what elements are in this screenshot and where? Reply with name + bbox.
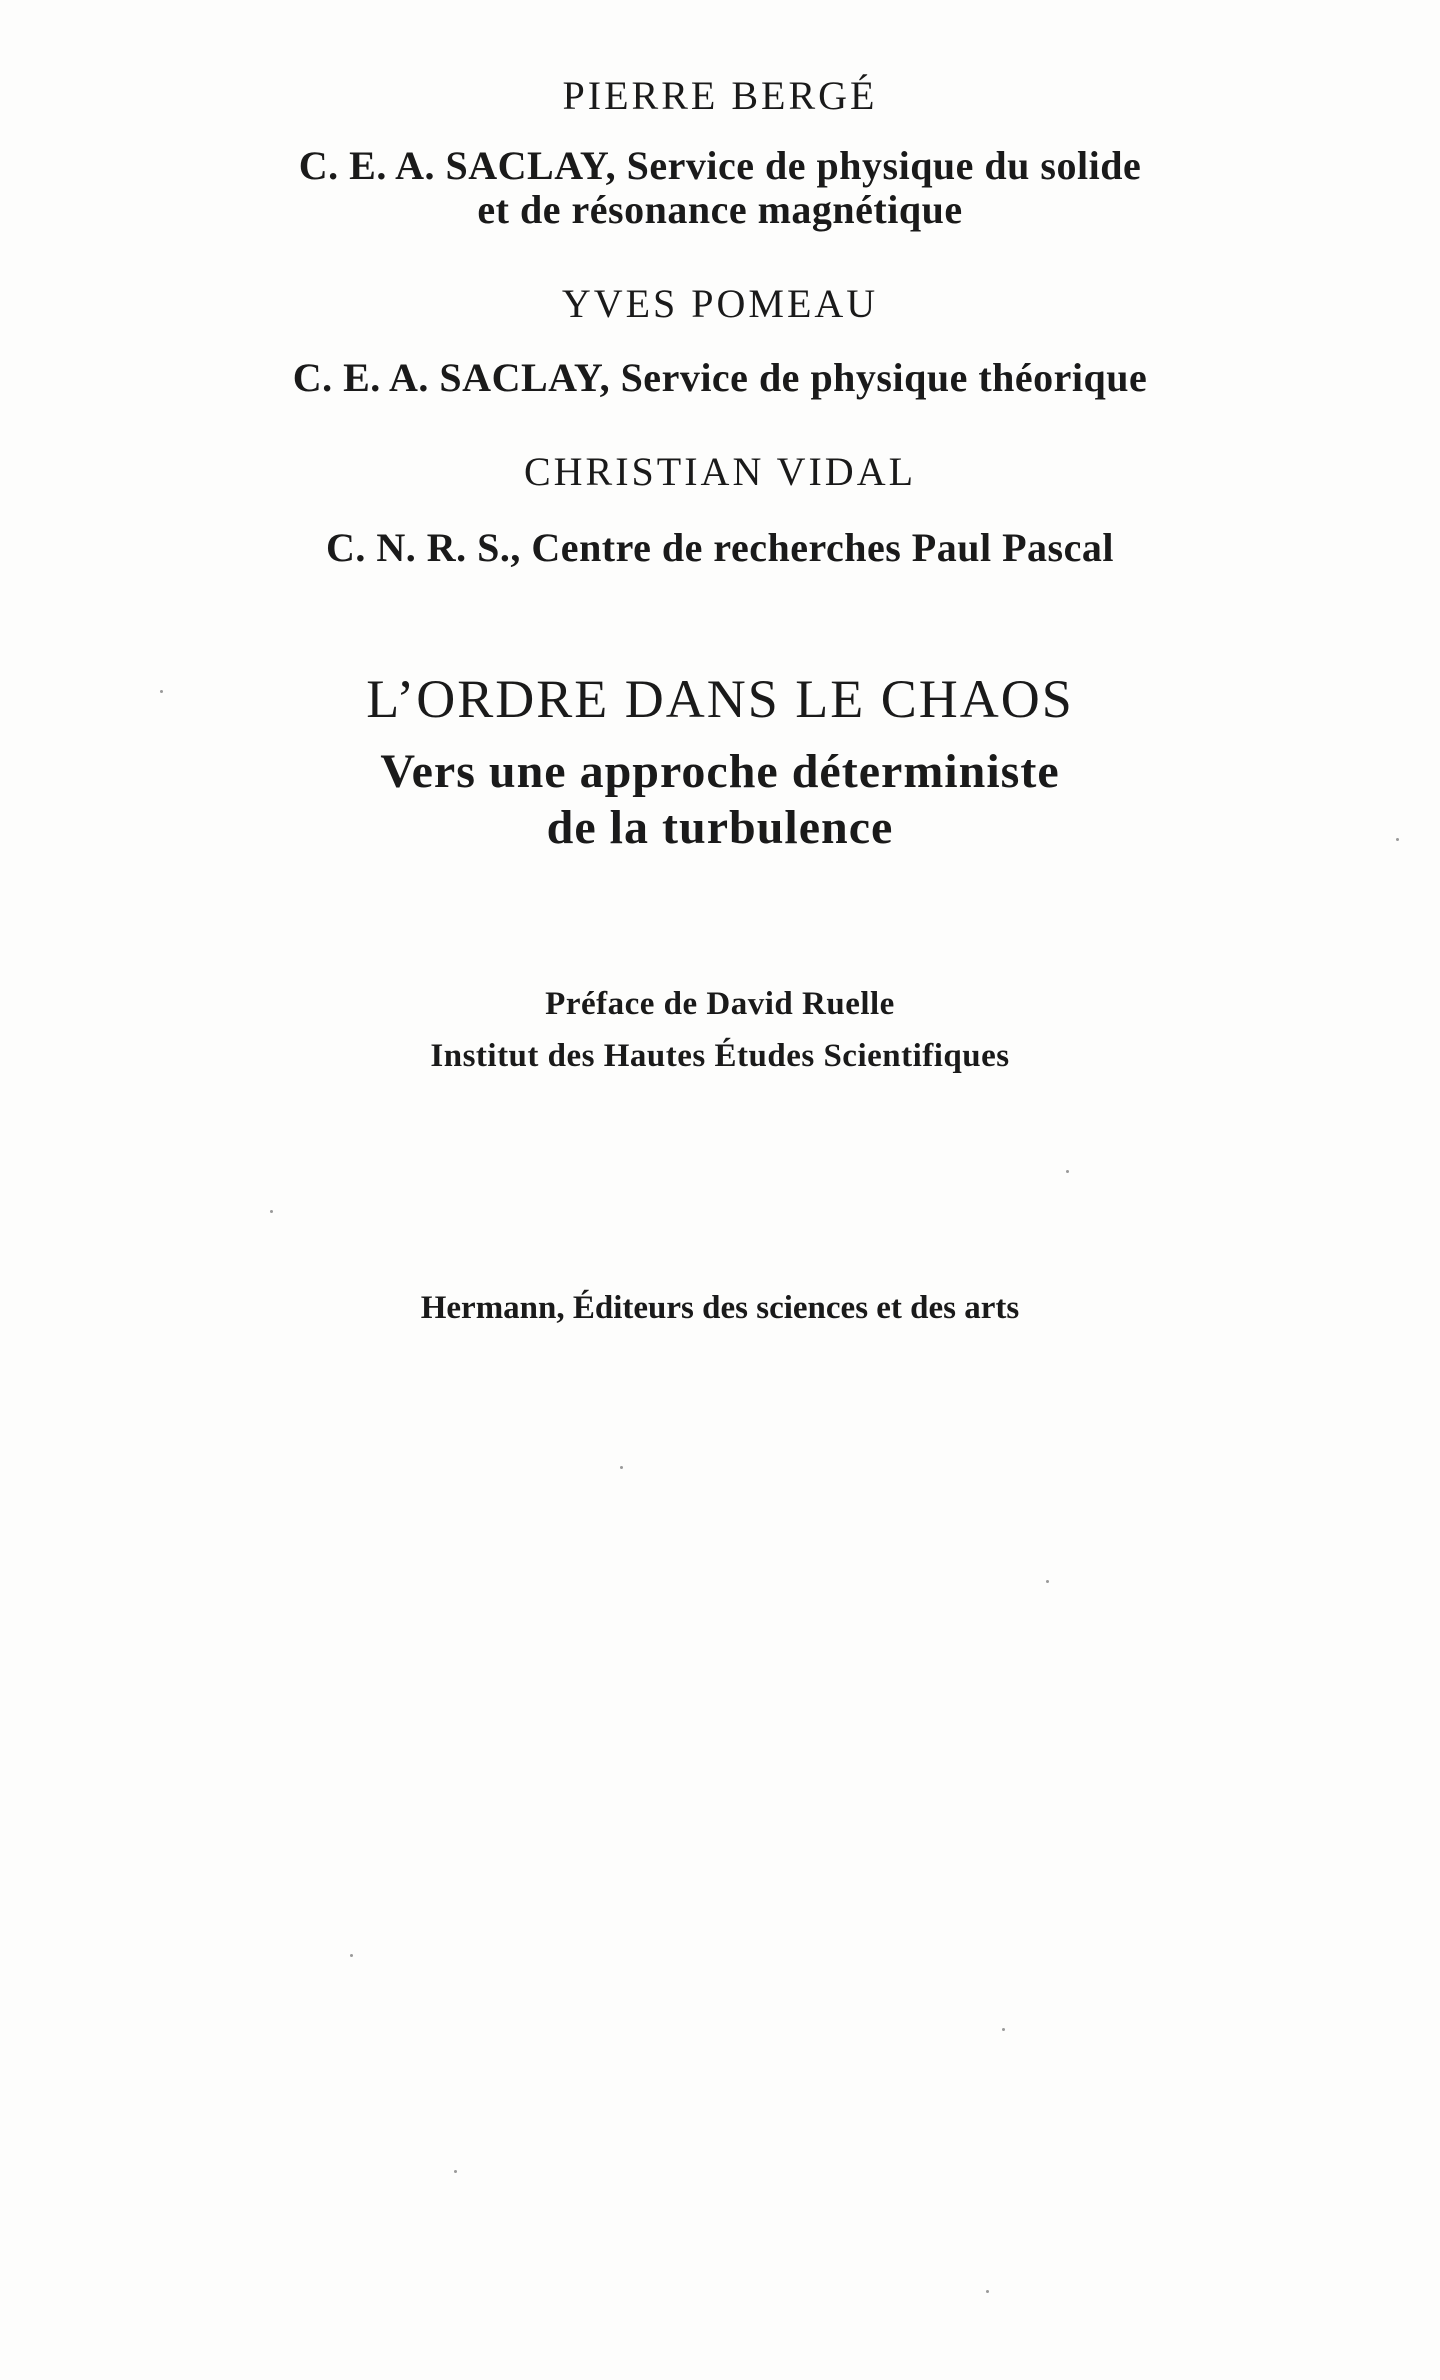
scan-speck <box>1046 1580 1049 1583</box>
scan-speck <box>620 1466 623 1469</box>
scan-speck <box>1066 1170 1069 1173</box>
author-affiliation-berge-line1: C. E. A. SACLAY, Service de physique du solide <box>298 143 1142 188</box>
author-affiliation-berge-line2: et de résonance magnétique <box>477 187 963 232</box>
scan-speck <box>1002 2028 1005 2031</box>
author-name-berge: PIERRE BERGÉ <box>562 73 878 118</box>
preface-institution: Institut des Hautes Études Scientifiques <box>430 1038 1010 1074</box>
scan-speck <box>454 2170 457 2173</box>
preface-author: Préface de David Ruelle <box>545 986 895 1022</box>
author-affiliation-pomeau: C. E. A. SACLAY, Service de physique théorique <box>292 355 1148 400</box>
book-subtitle-line2: de la turbulence <box>546 801 894 854</box>
scan-speck <box>270 1210 273 1213</box>
scan-speck <box>986 2290 989 2293</box>
publisher: Hermann, Éditeurs des sciences et des arts <box>420 1290 1020 1326</box>
book-subtitle-line1: Vers une approche déterministe <box>380 745 1060 798</box>
author-name-vidal: CHRISTIAN VIDAL <box>523 449 917 494</box>
scan-speck <box>160 690 163 693</box>
author-name-pomeau: YVES POMEAU <box>561 281 879 326</box>
scan-speck <box>350 1954 353 1957</box>
scan-speck <box>1396 838 1399 841</box>
book-title: L’ORDRE DANS LE CHAOS <box>366 669 1074 729</box>
author-affiliation-vidal: C. N. R. S., Centre de recherches Paul Pascal <box>326 525 1114 570</box>
